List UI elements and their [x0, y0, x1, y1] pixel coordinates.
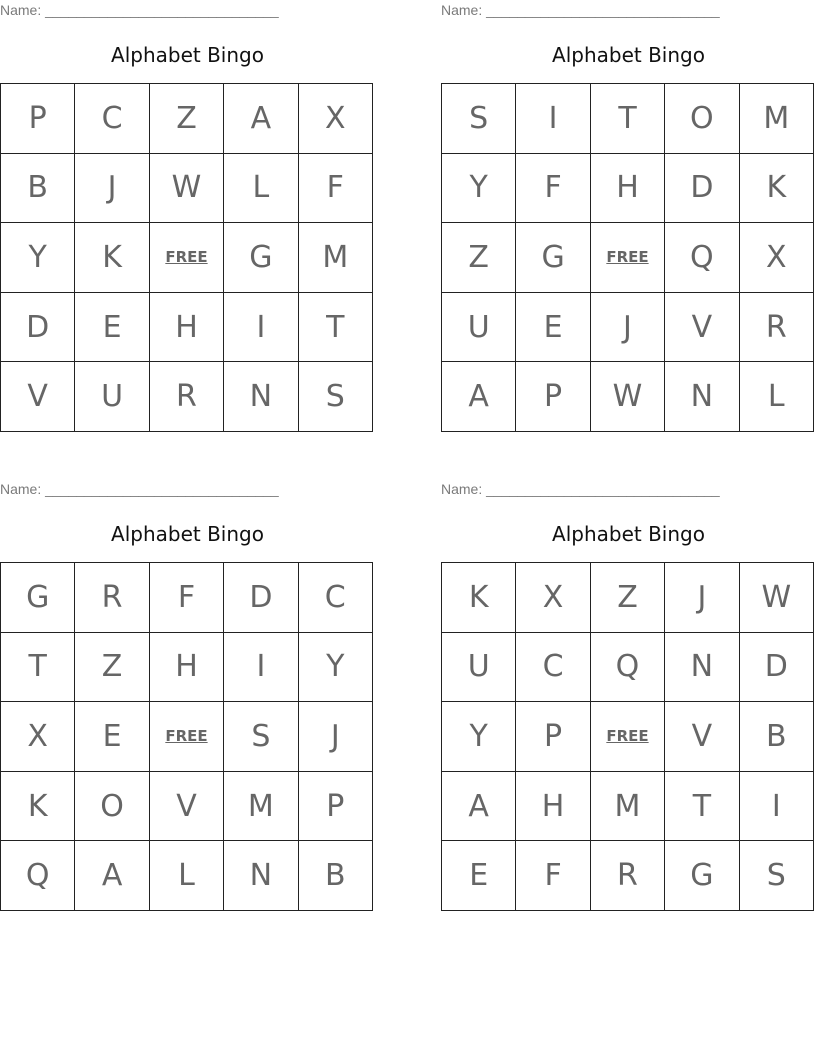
bingo-row: [1, 841, 373, 911]
bingo-cell: B: [1, 153, 75, 223]
bingo-cell: S: [739, 841, 813, 911]
bingo-cell: W: [590, 362, 664, 432]
bingo-row: [1, 292, 373, 362]
bingo-cell: A: [442, 362, 516, 432]
bingo-cell: M: [224, 771, 298, 841]
bingo-cell: Q: [665, 223, 739, 293]
bingo-cell: A: [75, 841, 149, 911]
bingo-cell: H: [149, 292, 223, 362]
free-space-cell: FREE: [590, 702, 664, 772]
bingo-cell: D: [224, 563, 298, 633]
bingo-cell: T: [298, 292, 372, 362]
bingo-cell: E: [516, 292, 590, 362]
bingo-cell: X: [298, 84, 372, 154]
bingo-cell: A: [442, 771, 516, 841]
bingo-cell: X: [739, 223, 813, 293]
bingo-cell: I: [516, 84, 590, 154]
bingo-cell: R: [739, 292, 813, 362]
bingo-row: [1, 632, 373, 702]
bingo-cell: E: [75, 702, 149, 772]
bingo-cell: F: [516, 841, 590, 911]
bingo-cell: F: [516, 153, 590, 223]
bingo-cell: J: [665, 563, 739, 633]
bingo-cell: Y: [442, 153, 516, 223]
bingo-cell: K: [739, 153, 813, 223]
bingo-cell: L: [224, 153, 298, 223]
bingo-cell: G: [665, 841, 739, 911]
bingo-cell: O: [665, 84, 739, 154]
free-space-cell: FREE: [149, 702, 223, 772]
bingo-cell: N: [224, 841, 298, 911]
card-title: Alphabet Bingo: [111, 522, 264, 546]
card-title: Alphabet Bingo: [111, 43, 264, 67]
bingo-row: [442, 702, 814, 772]
bingo-cell: Y: [1, 223, 75, 293]
bingo-cell: J: [75, 153, 149, 223]
bingo-cell: R: [590, 841, 664, 911]
bingo-row: [442, 153, 814, 223]
bingo-cell: P: [298, 771, 372, 841]
bingo-cell: Z: [149, 84, 223, 154]
bingo-cell: X: [1, 702, 75, 772]
bingo-cell: L: [739, 362, 813, 432]
bingo-row: [1, 84, 373, 154]
bingo-cell: O: [75, 771, 149, 841]
bingo-cell: Q: [1, 841, 75, 911]
bingo-cell: X: [516, 563, 590, 633]
bingo-grid: [441, 562, 814, 911]
bingo-cell: D: [739, 632, 813, 702]
bingo-cell: N: [665, 632, 739, 702]
bingo-cell: L: [149, 841, 223, 911]
bingo-cell: S: [298, 362, 372, 432]
bingo-cell: I: [224, 292, 298, 362]
bingo-grid: [0, 83, 373, 432]
bingo-cell: J: [590, 292, 664, 362]
bingo-row: [442, 292, 814, 362]
bingo-cell: F: [298, 153, 372, 223]
bingo-cell: E: [442, 841, 516, 911]
bingo-cell: I: [224, 632, 298, 702]
bingo-cell: M: [739, 84, 813, 154]
bingo-cell: U: [442, 292, 516, 362]
card-title: Alphabet Bingo: [552, 522, 705, 546]
bingo-row: [1, 702, 373, 772]
bingo-row: [1, 771, 373, 841]
bingo-cell: Y: [298, 632, 372, 702]
bingo-cell: T: [590, 84, 664, 154]
bingo-cell: V: [665, 702, 739, 772]
bingo-cell: T: [1, 632, 75, 702]
bingo-cell: M: [298, 223, 372, 293]
bingo-cell: K: [1, 771, 75, 841]
bingo-row: [442, 771, 814, 841]
bingo-cell: T: [665, 771, 739, 841]
bingo-cell: B: [298, 841, 372, 911]
bingo-cell: C: [75, 84, 149, 154]
bingo-cell: V: [149, 771, 223, 841]
bingo-cell: A: [224, 84, 298, 154]
bingo-cell: K: [442, 563, 516, 633]
bingo-cell: Y: [442, 702, 516, 772]
bingo-row: [442, 563, 814, 633]
bingo-cell: W: [149, 153, 223, 223]
card-title: Alphabet Bingo: [552, 43, 705, 67]
bingo-cell: V: [665, 292, 739, 362]
bingo-cell: M: [590, 771, 664, 841]
bingo-cell: E: [75, 292, 149, 362]
bingo-cell: N: [665, 362, 739, 432]
bingo-cell: U: [442, 632, 516, 702]
bingo-row: [442, 84, 814, 154]
bingo-cell: Z: [442, 223, 516, 293]
bingo-cell: S: [442, 84, 516, 154]
name-field[interactable]: Name: ______________________________: [441, 481, 720, 497]
bingo-cell: K: [75, 223, 149, 293]
bingo-cell: S: [224, 702, 298, 772]
bingo-cell: D: [1, 292, 75, 362]
bingo-cell: C: [298, 563, 372, 633]
name-field[interactable]: Name: ______________________________: [0, 2, 279, 18]
bingo-cell: H: [149, 632, 223, 702]
bingo-cell: B: [739, 702, 813, 772]
bingo-row: [442, 223, 814, 293]
bingo-cell: W: [739, 563, 813, 633]
bingo-cell: F: [149, 563, 223, 633]
bingo-cell: V: [1, 362, 75, 432]
bingo-cell: H: [516, 771, 590, 841]
bingo-row: [1, 563, 373, 633]
bingo-cell: D: [665, 153, 739, 223]
bingo-cell: P: [516, 362, 590, 432]
bingo-cell: G: [1, 563, 75, 633]
bingo-cell: Q: [590, 632, 664, 702]
bingo-cell: N: [224, 362, 298, 432]
bingo-cell: P: [1, 84, 75, 154]
name-field[interactable]: Name: ______________________________: [441, 2, 720, 18]
bingo-row: [442, 362, 814, 432]
bingo-row: [1, 362, 373, 432]
bingo-cell: Z: [590, 563, 664, 633]
name-field[interactable]: Name: ______________________________: [0, 481, 279, 497]
bingo-cell: Z: [75, 632, 149, 702]
bingo-cell: H: [590, 153, 664, 223]
bingo-cell: C: [516, 632, 590, 702]
free-space-cell: FREE: [590, 223, 664, 293]
bingo-row: [1, 153, 373, 223]
bingo-cell: R: [75, 563, 149, 633]
bingo-row: [1, 223, 373, 293]
bingo-grid: [0, 562, 373, 911]
bingo-cell: U: [75, 362, 149, 432]
bingo-cell: I: [739, 771, 813, 841]
free-space-cell: FREE: [149, 223, 223, 293]
bingo-grid: [441, 83, 814, 432]
bingo-cell: J: [298, 702, 372, 772]
bingo-cell: R: [149, 362, 223, 432]
bingo-cell: P: [516, 702, 590, 772]
bingo-cell: G: [224, 223, 298, 293]
bingo-row: [442, 841, 814, 911]
bingo-row: [442, 632, 814, 702]
bingo-cell: G: [516, 223, 590, 293]
